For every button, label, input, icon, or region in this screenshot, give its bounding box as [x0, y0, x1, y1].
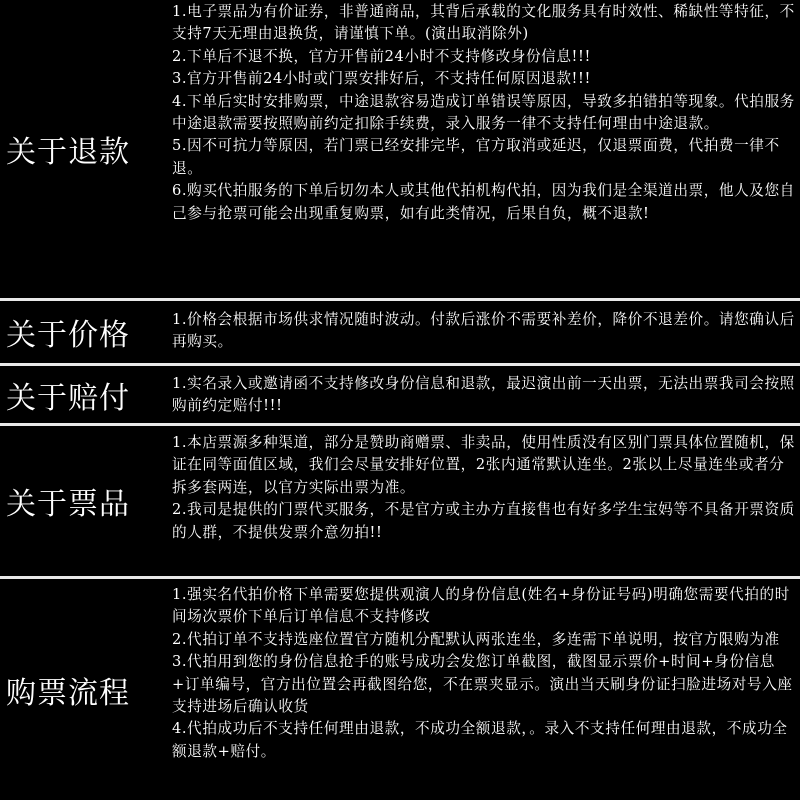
- section-price: [0, 301, 800, 363]
- section-heading: 关于票品: [6, 487, 130, 522]
- section-heading: 关于价格: [6, 318, 130, 353]
- section-purchase-process: [0, 579, 800, 800]
- section-content: 1.价格会根据市场供求情况随时波动。付款后涨价不需要补差价，降价不退差价。请您确认后再购买。: [172, 311, 795, 351]
- section-heading: 关于退款: [6, 135, 130, 170]
- section-tickets: [0, 426, 800, 576]
- section-content: 1.电子票品为有价证券，非普通商品，其背后承载的文化服务具有时效性、稀缺性等特征，不支持7天无理由退换货，请谨慎下单。(演出取消除外) 2.下单后不退不换，官方开售前24小时不支持修改身份信息!!! 3.官方开售前24小时或门票安排好后，不支持任何原因退款!!! 4.下单后实时安排购票，中途退款容易造成订单错误等原因，导致多拍错拍等现象。代拍服务中途退款需要按照购前约定扣除手续费，录入服务一律不支持任何理由中途退款。 5.因不可抗力等原因，若门票已经安排完毕，官方取消或延迟，仅退票面费，代拍费一律不退。 6.购买代拍服务的下单后切勿本人或其他代拍机构代拍，因为我们是全渠道出票，他人及您自己参与抢票可能会出现重复购票，如有此类情况，后果自负，概不退款!: [172, 3, 795, 222]
- section-compensation: [0, 366, 800, 423]
- section-refund: [0, 0, 800, 298]
- section-heading: 购票流程: [6, 675, 130, 711]
- section-heading: 关于赔付: [6, 380, 130, 416]
- section-content: 1.强实名代拍价格下单需要您提供观演人的身份信息(姓名+身份证号码)明确您需要代拍的时间场次票价下单后订单信息不支持修改 2.代拍订单不支持选座位置官方随机分配默认两张连坐，多连需下单说明，按官方限购为准 3.代拍用到您的身份信息抢手的账号成功会发您订单截图，截图显示票价+时间+身份信息+订单编号，官方出位置会再截图给您，不在票夹显示。演出当天刷身份证扫脸进场对号入座支持进场后确认收货 4.代拍成功后不支持任何理由退款，不成功全额退款，。录入不支持任何理由退款，不成功全额退款+赔付。: [172, 586, 793, 760]
- section-content: 1.实名录入或邀请函不支持修改身份信息和退款，最迟演出前一天出票，无法出票我司会按照购前约定赔付!!!: [172, 375, 795, 415]
- section-content: 1.本店票源多种渠道，部分是赞助商赠票、非卖品，使用性质没有区别门票具体位置随机，保证在同等面值区域，我们会尽量安排好位置，2张内通常默认连坐。2张以上尽量连坐或者分拆多套两连，以官方实际出票为准。 2.我司是提供的门票代买服务，不是官方或主办方直接售也有好多学生宝妈等不具备开票资质的人群，不提供发票介意勿拍!!: [172, 434, 795, 541]
